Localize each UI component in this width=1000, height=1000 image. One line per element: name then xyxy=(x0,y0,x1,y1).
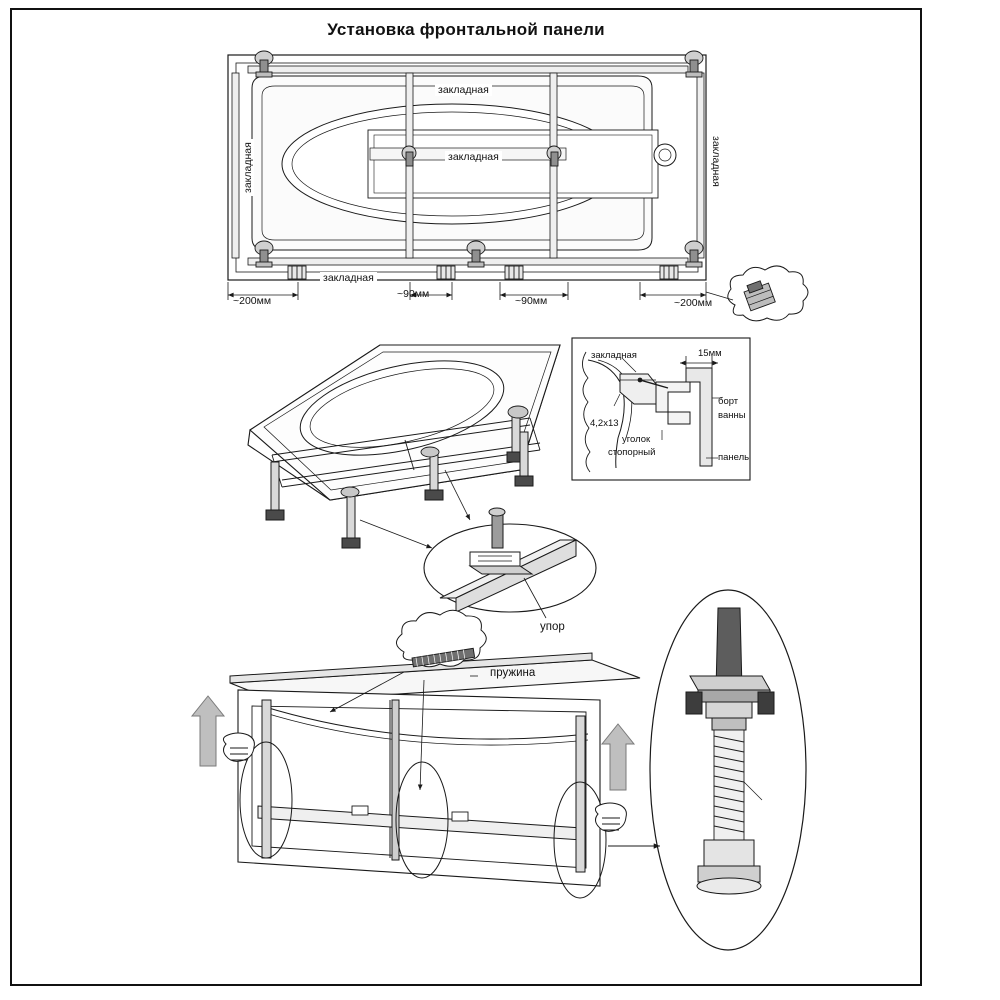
label-detail-embed: закладная xyxy=(591,350,637,361)
clip-callout xyxy=(706,266,808,321)
dimension-left: ~200мм xyxy=(233,295,272,307)
dimension-right: ~200мм xyxy=(674,297,713,309)
bath-perspective-group xyxy=(248,344,560,548)
label-detail-stop-corner-1: уголок xyxy=(622,434,651,445)
dimension-mid-right: ~90мм xyxy=(515,295,548,307)
label-embed-center: закладная xyxy=(445,151,502,163)
label-detail-panel: панель xyxy=(718,452,750,463)
label-spring: пружина xyxy=(490,667,536,679)
label-embed-bottom: закладная xyxy=(320,272,377,284)
label-detail-stop-corner-2: стопорный xyxy=(608,447,656,458)
label-embed-right: закладная xyxy=(710,133,722,190)
label-stop: упор xyxy=(540,621,565,633)
label-detail-bath-side-2: ванны xyxy=(718,410,746,421)
bottom-assembly-group xyxy=(192,610,640,898)
stop-detail-bubble xyxy=(424,508,596,618)
dimension-mid-left: ~90мм xyxy=(397,288,430,300)
label-embed-top: закладная xyxy=(435,84,492,96)
page-title: Установка фронтальной панели xyxy=(327,20,605,39)
label-detail-bath-side-1: борт xyxy=(718,396,739,407)
label-embed-left: закладная xyxy=(242,139,254,196)
label-detail-screw: 4,2х13 xyxy=(590,418,619,429)
label-detail-15mm: 15мм xyxy=(698,348,722,359)
leg-detail-ellipse xyxy=(608,590,806,950)
